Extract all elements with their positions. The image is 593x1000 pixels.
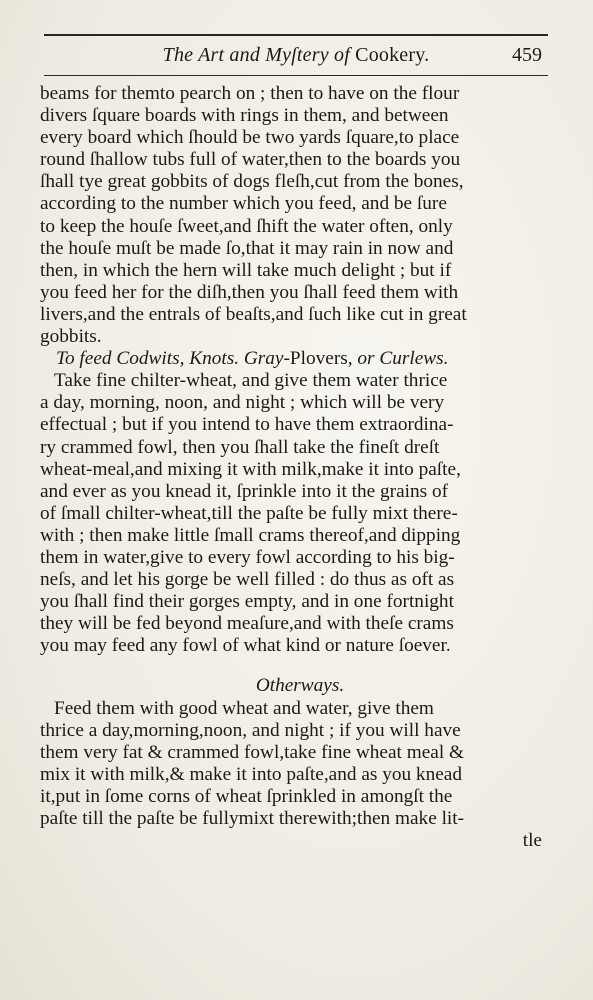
text-line: of ſmall chilter-wheat,till the paſte be fully mixt there- xyxy=(40,502,458,524)
body-text xyxy=(40,83,560,852)
page-number: 459 xyxy=(512,44,542,66)
running-title xyxy=(44,44,548,67)
text-line: Feed them with good wheat and water, give them xyxy=(54,697,434,719)
running-title-roman: Cookery. xyxy=(355,44,430,66)
text-line: ſhall tye great gobbits of dogs fleſh,cut from the bones, xyxy=(40,171,464,193)
text-line: them very fat & crammed fowl,take fine wheat meal & xyxy=(40,741,465,763)
section-heading-otherways: Otherways. xyxy=(255,675,345,697)
catchword: tle xyxy=(522,830,542,852)
text-line: beams for themto pearch on ; then to have on the flour xyxy=(40,83,460,104)
text-line: livers,and the entrals of beaſts,and ſuch like cut in great xyxy=(40,303,467,325)
text-line: Take fine chilter-wheat, and give them water thrice xyxy=(54,370,448,392)
text-line: wheat-meal,and mixing it with milk,make it into paſte, xyxy=(40,458,461,480)
text-line: and ever as you knead it, ſprinkle into it the grains of xyxy=(40,480,449,502)
text-line: according to the number which you feed, and be ſure xyxy=(40,193,447,215)
heading-part: , or Curlews. xyxy=(347,348,449,370)
text-line: mix it with milk,& make it into paſte,and as you knead xyxy=(40,763,462,785)
running-head xyxy=(44,38,548,72)
text-line: neſs, and let his gorge be well filled : do thus as oft as xyxy=(40,569,455,591)
text-line: a day, morning, noon, and night ; which will be very xyxy=(40,392,445,414)
text-line: you feed her for the diſh,then you ſhall feed them with xyxy=(40,281,459,303)
text-line: divers ſquare boards with rings in them, and between xyxy=(40,105,449,127)
text-line: you ſhall find their gorges empty, and in one fortnight xyxy=(40,591,454,613)
heading-part: To feed Codwits, Knots. Gray- xyxy=(56,348,290,370)
text-line: to keep the houſe ſweet,and ſhift the water often, only xyxy=(40,215,453,237)
section-heading-codwits xyxy=(40,348,560,370)
text-line: you may feed any fowl of what kind or nature ſoever. xyxy=(40,635,451,657)
text-line: them in water,give to every fowl according to his big- xyxy=(40,546,455,568)
text-line: paſte till the paſte be fullymixt therewith;then make lit- xyxy=(40,808,465,829)
text-line: then, in which the hern will take much delight ; but if xyxy=(40,259,452,281)
text-line: every board which ſhould be two yards ſquare,to place xyxy=(40,127,460,149)
section-gap xyxy=(40,657,560,675)
text-line: it,put in ſome corns of wheat ſprinkled in amongſt the xyxy=(40,785,453,807)
heading-part: Plovers xyxy=(289,348,348,370)
text-line: with ; then make little ſmall crams thereof,and dipping xyxy=(40,524,461,546)
text-line: round ſhallow tubs full of water,then to the boards you xyxy=(40,149,461,171)
header-rule-top xyxy=(44,34,548,36)
paragraph-1 xyxy=(40,83,560,348)
paragraph-2 xyxy=(40,370,560,657)
running-title-italic: The Art and Myſtery of xyxy=(162,44,356,66)
text-line: ry crammed fowl, then you ſhall take the fineſt dreſt xyxy=(40,436,440,458)
text-line: thrice a day,morning,noon, and night ; if you will have xyxy=(40,719,461,741)
paragraph-3 xyxy=(40,698,560,831)
text-line: they will be fed beyond meaſure,and with theſe crams xyxy=(40,613,454,635)
text-line: effectual ; but if you intend to have them extraordina- xyxy=(40,414,454,436)
text-line: the houſe muſt be made ſo,that it may rain in now and xyxy=(40,237,454,259)
text-line: gobbits. xyxy=(40,326,102,348)
header-rule-bottom xyxy=(44,75,548,76)
